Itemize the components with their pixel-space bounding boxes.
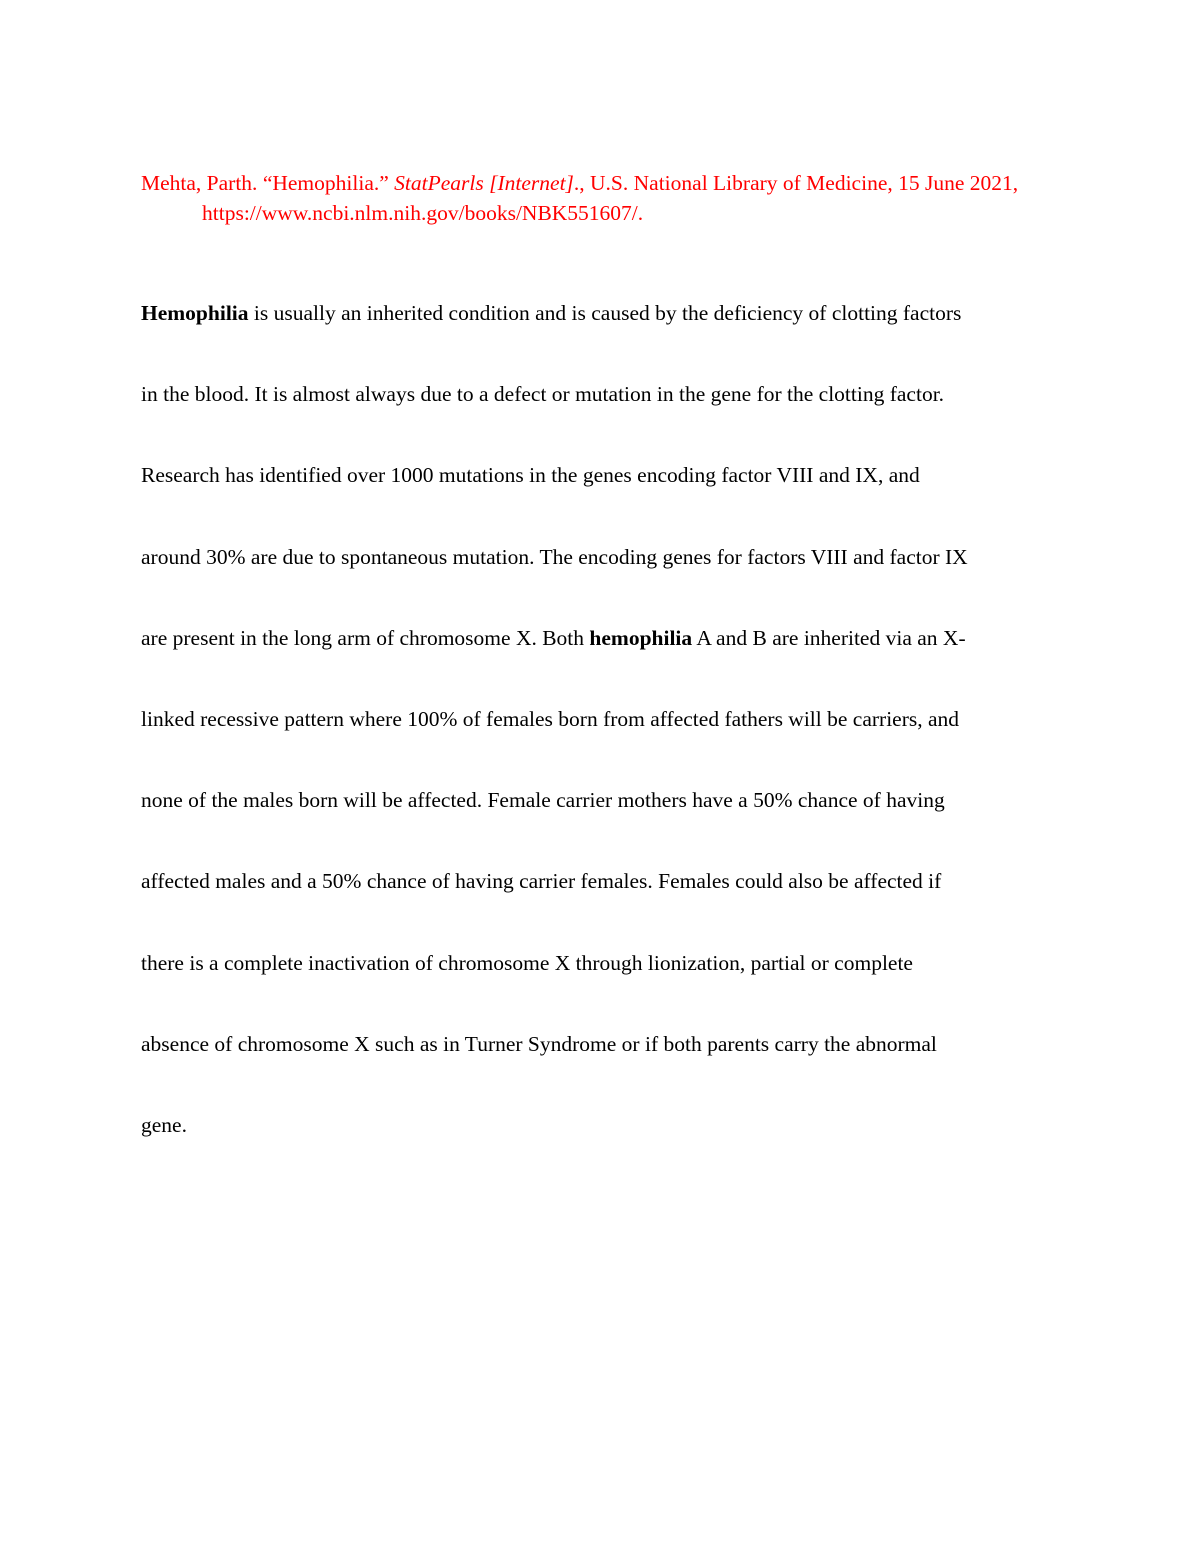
paragraph-line-10: absence of chromosome X such as in Turner Syndrome or if both parents carry the abnormal (141, 1031, 937, 1056)
citation-author: Mehta, Parth. (141, 171, 258, 195)
paragraph-line-5 (141, 598, 1061, 679)
bold-term-hemophilia: Hemophilia (141, 301, 249, 325)
paragraph-line-9: there is a complete inactivation of chromosome X through lionization, partial or complete (141, 950, 913, 975)
citation-article-title: “Hemophilia.” (262, 171, 389, 195)
paragraph-line-6: linked recessive pattern where 100% of females born from affected fathers will be carriers, and (141, 707, 960, 732)
citation-container-title: StatPearls [Internet] (394, 171, 574, 195)
paragraph-line-11: gene. (141, 1113, 187, 1138)
line-1-text: is usually an inherited condition and is caused by the deficiency of clotting factors (248, 301, 962, 325)
line-5-start-text: are present in the long arm of chromosome X. Both (141, 625, 590, 650)
citation-reference (141, 168, 1061, 228)
citation-publisher-date-url: ., U.S. National Library of Medicine, 15 June 2021, https://www.ncbi.nlm.nih.gov/books/NBK551607/. (202, 171, 1019, 225)
line-5-rest-text: A and B are inherited via an X- (692, 625, 966, 650)
body-paragraph (141, 273, 1061, 1166)
paragraph-line-1 (141, 273, 1061, 354)
paragraph-line-2: in the blood. It is almost always due to a defect or mutation in the gene for the clotting factor. (141, 382, 945, 407)
paragraph-line-3: Research has identified over 1000 mutations in the genes encoding factor VIII and IX, and (141, 463, 920, 488)
paragraph-line-7: none of the males born will be affected. Female carrier mothers have a 50% chance of having (141, 788, 945, 813)
paragraph-line-8: affected males and a 50% chance of having carrier females. Females could also be affected if (141, 869, 942, 894)
paragraph-line-4: around 30% are due to spontaneous mutation. The encoding genes for factors VIII and factor IX (141, 544, 968, 569)
bold-term-hemophilia-2: hemophilia (589, 625, 693, 650)
